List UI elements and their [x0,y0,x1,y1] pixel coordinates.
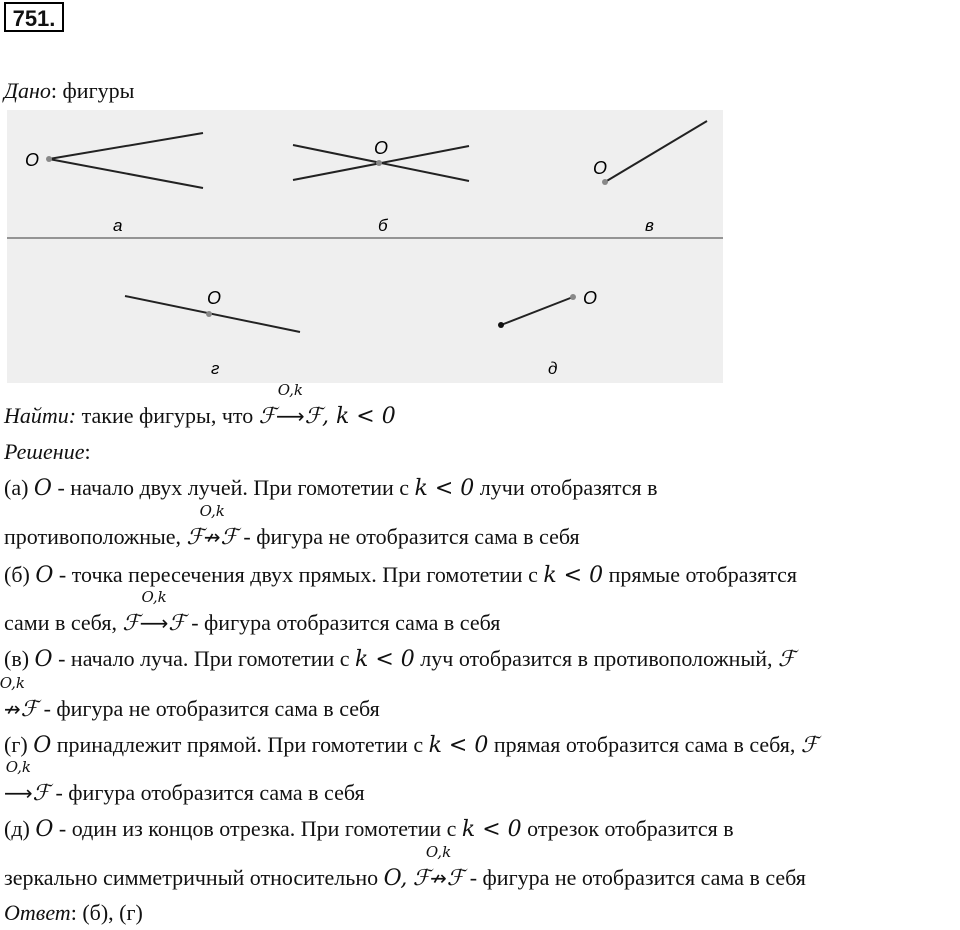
solution-b-line1: (б) O - точка пересечения двух прямых. При гомотетии с k < 0 прямые отобразятся [4,562,798,588]
fig-d-end [498,322,504,328]
solution-heading [4,439,91,465]
point-O: O [33,476,52,501]
solution-a-line1: (а) O - начало двух лучей. При гомотетии с k < 0 лучи отобразятся в [4,475,658,501]
fig-d-point [570,294,576,300]
fig-v-point [602,179,608,185]
figure-panel [7,110,723,383]
not-map-v: O,k ↛ [0,674,26,721]
find-F2: ℱ [304,404,322,429]
fig-v-point-label: O [593,158,608,178]
given-colon: : [50,78,58,103]
fig-b-point [376,160,382,166]
find-F: ℱ [258,404,277,429]
fig-b-point-label: O [374,138,389,158]
fig-v-ray [605,121,707,182]
fig-g-point-label: O [207,288,222,308]
solution-label: Решение [4,439,85,464]
find-tail: , k < 0 [321,404,396,429]
fig-caption-g: г [211,359,220,378]
solution-a-line2: противоположные, ℱ O,k ↛ℱ - фигура не отобразится сама в себя [4,502,580,550]
given-label: Дано [4,78,51,103]
find-label: Найти: [4,403,77,428]
fig-a-ray-2 [49,159,203,188]
find-line [4,381,396,429]
solution-b-line2: сами в себя, ℱ O,k ⟶ℱ - фигура отобразится сама в себя [4,588,501,636]
fig-g-point [206,311,212,317]
fig-caption-v: в [645,216,654,235]
map-g: O,k ⟶ [4,758,33,805]
solution-colon: : [84,439,91,464]
solution-v-line1: (в) O - начало луча. При гомотетии с k < 0 луч отобразится в противоположный, ℱ [4,646,796,672]
k-condition: k < 0 [414,476,475,501]
solution-d-line1: (д) O - один из концов отрезка. При гомотетии с k < 0 отрезок отобразится в [4,816,734,842]
fig-d-point-label: O [583,288,598,308]
solution-g-line1: (г) O принадлежит прямой. При гомотетии с k < 0 прямая отобразится сама в себя, ℱ [4,732,819,758]
answer-label: Ответ [4,900,71,925]
given-line [4,78,134,104]
fig-caption-a: а [113,216,123,235]
fig-a-point [46,156,52,162]
answer-colon: : [70,900,77,925]
solution-v-line2: O,k ↛ℱ - фигура не отобразится сама в себя [0,674,380,722]
answer-line [4,900,143,926]
find-map: O,k ⟶ [276,381,305,428]
solution-g-line2: O,k ⟶ℱ - фигура отобразится сама в себя [4,758,365,806]
fig-a-ray-1 [49,133,203,159]
find-text: такие фигуры, что [81,403,254,428]
map-b: O,k ⟶ [139,588,169,635]
fig-caption-d: д [548,359,558,378]
not-map-a: O,k ↛ [199,502,225,549]
not-map-d: O,k ↛ [425,843,452,890]
fig-d-segment [501,297,573,325]
given-text: фигуры [62,78,135,103]
problem-number: 751. [4,2,64,32]
fig-caption-b: б [378,216,388,235]
fig-a-point-label: O [25,150,40,170]
figure-drawing [7,110,723,383]
solution-d-line2: зеркально симметричный относительно O, ℱ O,k ↛ℱ - фигура не отобразится сама в себя [4,843,806,891]
answer-text: (б), (г) [82,900,143,925]
